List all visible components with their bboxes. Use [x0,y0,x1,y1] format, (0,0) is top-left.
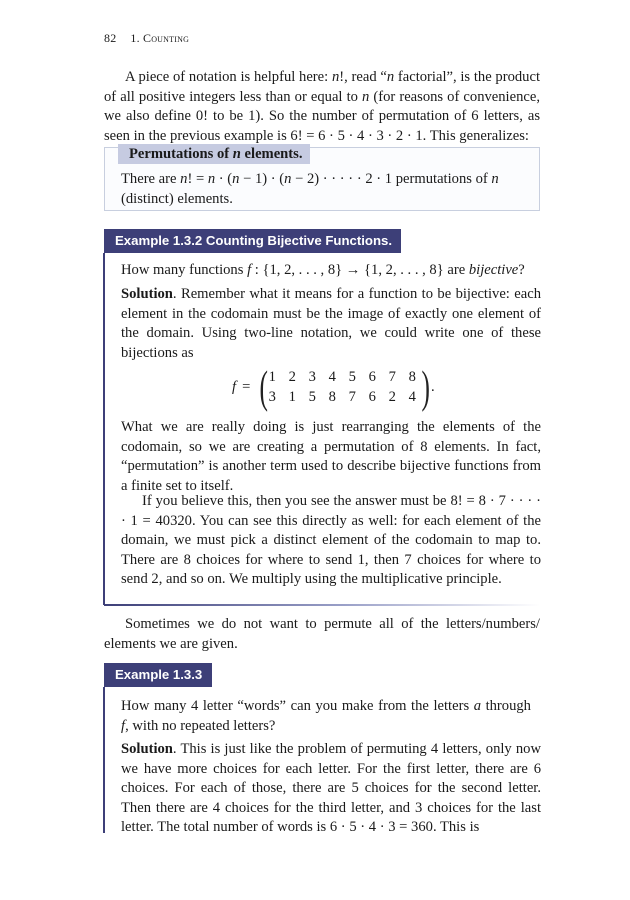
running-header [104,31,189,46]
matrix-cell: 2 [288,368,296,385]
matrix-cell: 2 [388,388,396,405]
matrix-cell: 4 [328,368,336,385]
matrix-cell: 8 [328,388,336,405]
example-question: How many 4 letter “words” can you make from the letters a through f, with no repeated letters? [121,698,531,734]
chapter-title: 1. Counting [130,31,190,45]
matrix-cell: 1 [268,368,276,385]
example-label: Example 1.3.3 [104,663,212,687]
page-number: 82 [104,31,117,45]
matrix-cell: 7 [388,368,396,385]
matrix-cell: 7 [348,388,356,405]
example-label: Example 1.3.2 Counting Bijective Functions. [104,229,401,253]
example-paragraph: If you believe this, then you see the answer must be 8! = 8 · 7 · · · · · 1 = 40320. You can see this directly as well: for each element of the domain, we must pick a distinct element of the codomain to map to. There are 8 choices for where to send 1, then 7 choices for where to send 2, and so on. We multiply using the multiplicative principle. [121,493,541,587]
example-bottom-rule [104,604,540,606]
right-paren: ) [421,361,430,412]
matrix-cell: 5 [348,368,356,385]
matrix-period: . [430,378,435,395]
matrix-cell: 1 [288,388,296,405]
matrix-cell: 3 [268,388,276,405]
example-question: How many functions f : {1, 2, . . . , 8} → {1, 2, . . . , 8} are bijective? [121,262,525,278]
matrix-cell: 8 [408,368,416,385]
example-paragraph: What we are really doing is just rearranging the elements of the codomain, so we are creating a permutation of 8 elements. In fact, “permutation” is another term used to describe bijective functions from a finite set to itself. [121,419,541,494]
matrix-function-symbol: f [232,378,237,395]
matrix-cell: 4 [408,388,416,405]
matrix-cell: 6 [368,388,376,405]
body-paragraph: Sometimes we do not want to permute all of the letters/numbers/ elements we are given. [104,616,540,652]
intro-paragraph: A piece of notation is helpful here: n!, read “n factorial”, is the product of all positive integers less than or equal to n (for reasons of convenience, we also define 0! to be 1). So the number of permutation of 6 letters, as seen in the previous example is 6! = 6 · 5 · 4 · 3 · 2 · 1. This generalizes: [104,69,540,144]
example-left-rule [103,253,105,605]
theorem-title: Permutations of n elements. [118,144,310,164]
example-solution: Solution. Remember what it means for a function to be bijective: each element in the codomain must be the image of exactly one element of the domain. Using two-line notation, we could write one of these bijections as [121,286,541,361]
matrix-cell: 6 [368,368,376,385]
solution-label: Solution [121,286,173,302]
theorem-body: There are n! = n · (n − 1) · (n − 2) · · · · · 2 · 1 permutations of n (distinct) elements. [121,171,499,207]
example-solution: Solution. This is just like the problem of permuting 4 letters, only now we have more choices for each letter. For the first letter, there are 6 choices. For each of those, there are 5 choices for the second letter. Then there are 4 choices for the third letter, and 3 choices for the last letter. The total number of words is 6 · 5 · 4 · 3 = 360. This is [121,741,541,835]
solution-label: Solution [121,741,173,757]
two-line-matrix [232,361,435,412]
matrix-cell: 3 [308,368,316,385]
matrix-cell: 5 [308,388,316,405]
matrix-body [268,361,430,412]
left-paren: ( [259,361,269,412]
example-left-rule [103,687,105,833]
matrix-equals: = [242,378,251,395]
